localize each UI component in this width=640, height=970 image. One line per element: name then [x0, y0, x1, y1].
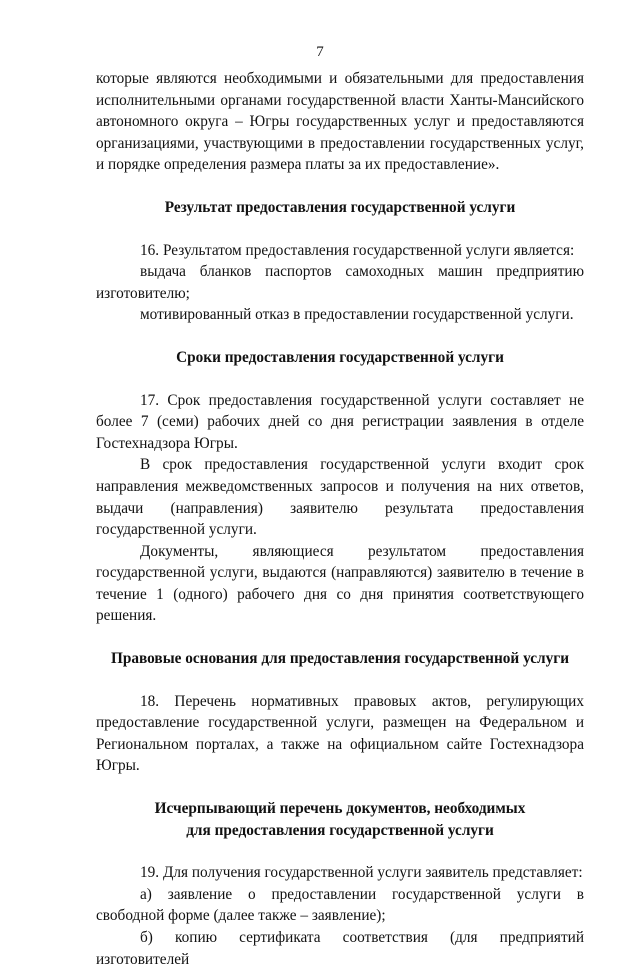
- paragraph-19-item-b: б) копию сертификата соответствия (для предприятий изготовителей: [96, 929, 584, 968]
- paragraph-16-item-1: выдача бланков паспортов самоходных машин предприятию изготовителю;: [96, 263, 584, 302]
- paragraph-17: 17. Срок предоставления государственной услуги составляет не более 7 (семи) рабочих дней со дня регистрации заявления в отделе Гостехнадзора Югры.: [96, 391, 584, 452]
- heading-legal: Правовые основания для предоставления государственной услуги: [110, 650, 570, 668]
- intro-paragraph: которые являются необходимыми и обязательными для предоставления исполнительными органами государственной власти Ханты-Мансийского автономного округа – Югры государственных услуг и предоставляются организациями, участвующими в предоставлении государственных услуг, и порядке определения размера платы за их предоставление».: [96, 70, 584, 174]
- paragraph-18: 18. Перечень нормативных правовых актов, регулирующих предоставление государственной услуги, размещен на Федеральном и Региональном порталах, а также на официальном сайте Гостехнадзора Югры.: [96, 692, 584, 775]
- paragraph-16: 16. Результатом предоставления государственной услуги является:: [140, 241, 575, 259]
- heading-docs-line-2: для предоставления государственной услуги: [186, 821, 494, 839]
- paragraph-17-b: В срок предоставления государственной услуги входит срок направления межведомственных запросов и получения на них ответов, выдачи (направления) заявителю результата предоставления государственной услуги.: [96, 456, 584, 539]
- document-body: [96, 68, 584, 970]
- paragraph-19-item-a: а) заявление о предоставлении государственной услуги в свободной форме (далее также – заявление);: [96, 885, 584, 925]
- page-number: 7: [316, 44, 324, 60]
- heading-docs-line-1: Исчерпывающий перечень документов, необходимых: [154, 800, 526, 818]
- paragraph-17-c: Документы, являющиеся результатом предоставления государственной услуги, выдаются (направляются) заявителю в течение в течение 1 (одного) рабочего дня со дня принятия соответствующего решения.: [96, 542, 584, 625]
- heading-terms: Сроки предоставления государственной услуги: [176, 348, 504, 366]
- heading-result: Результат предоставления государственной услуги: [164, 198, 516, 216]
- paragraph-16-item-2: мотивированный отказ в предоставлении государственной услуги.: [140, 306, 574, 324]
- paragraph-19: 19. Для получения государственной услуги заявитель представляет:: [140, 864, 583, 882]
